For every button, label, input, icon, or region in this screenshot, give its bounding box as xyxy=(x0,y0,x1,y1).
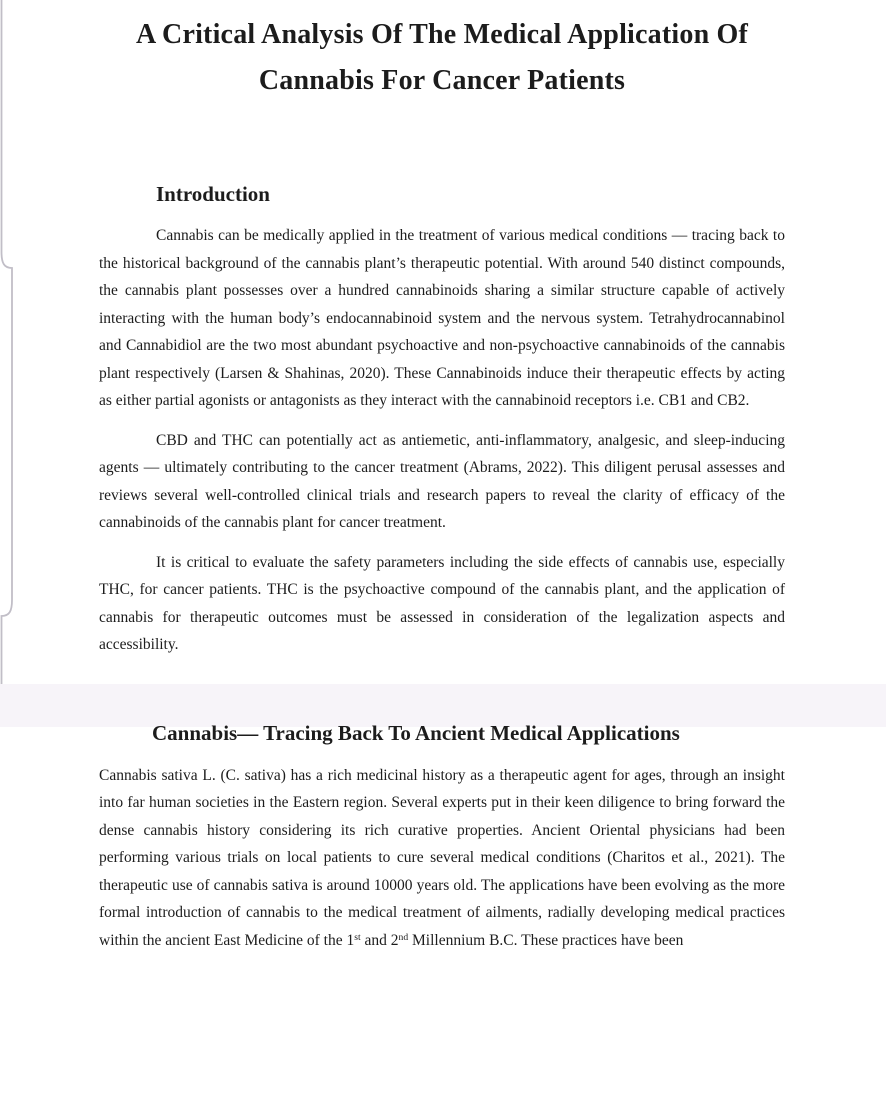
document-title xyxy=(99,12,785,104)
section-heading-introduction: Introduction xyxy=(156,182,270,206)
document-title-line-1: A Critical Analysis Of The Medical Application Of xyxy=(135,19,749,50)
page-edge-artifact xyxy=(0,0,22,700)
section-heading-history: Cannabis— Tracing Back To Ancient Medical Applications xyxy=(152,720,680,745)
history-text-end: Millennium B.C. These practices have been xyxy=(408,931,684,949)
ordinal-superscript-st: st xyxy=(354,932,361,944)
paragraph-introduction-1: Cannabis can be medically applied in the treatment of various medical conditions — tracing back to the historical background of the cannabis plant’s therapeutic potential. With around 540 distinct compounds, the cannabis plant possesses over a hundred cannabinoids sharing a similar structure capable of actively interacting with the human body’s endocannabinoid system and the nervous system. Tetrahydrocannabinol and Cannabidiol are the two most abundant psychoactive and non-psychoactive cannabinoids of the cannabis plant respectively (Larsen & Shahinas, 2020). These Cannabinoids induce their therapeutic effects by acting as either partial agonists or antagonists as they interact with the cannabinoid receptors i.e. CB1 and CB2. xyxy=(99,227,785,409)
document-title-line-2: Cannabis For Cancer Patients xyxy=(258,65,626,96)
paragraph-history-1 xyxy=(99,762,785,955)
ordinal-superscript-nd: nd xyxy=(398,932,409,944)
history-text-start: Cannabis sativa L. (C. sativa) has a rich medicinal history as a therapeutic agent for ages, through an insight into far human societies in the Eastern region. Several experts put in their keen diligence to bring forward the dense cannabis history considering its rich curative properties. Ancient Oriental physicians had been performing various trials on local patients to cure several medical conditions (Charitos et al., 2021). The therapeutic use of cannabis sativa is around 10000 years old. The applications have been evolving as the more formal introduction of cannabis to the medical treatment of ailments, radially developing medical practices within the ancient East Medicine of the 1 xyxy=(99,766,785,949)
history-text-mid: and 2 xyxy=(360,931,399,949)
paragraph-introduction-2: CBD and THC can potentially act as antiemetic, anti-inflammatory, analgesic, and sleep-inducing agents — ultimately contributing to the cancer treatment (Abrams, 2022). This diligent perusal assesses and reviews several well-controlled clinical trials and research papers to reveal the clarity of efficacy of the cannabinoids of the cannabis plant for cancer treatment. xyxy=(99,431,785,531)
paragraph-introduction-3: It is critical to evaluate the safety parameters including the side effects of cannabis use, especially THC, for cancer patients. THC is the psychoactive compound of the cannabis plant, and the application of cannabis for therapeutic outcomes must be assessed in consideration of the legalization aspects and accessibility. xyxy=(99,553,785,653)
document-content xyxy=(99,0,785,954)
